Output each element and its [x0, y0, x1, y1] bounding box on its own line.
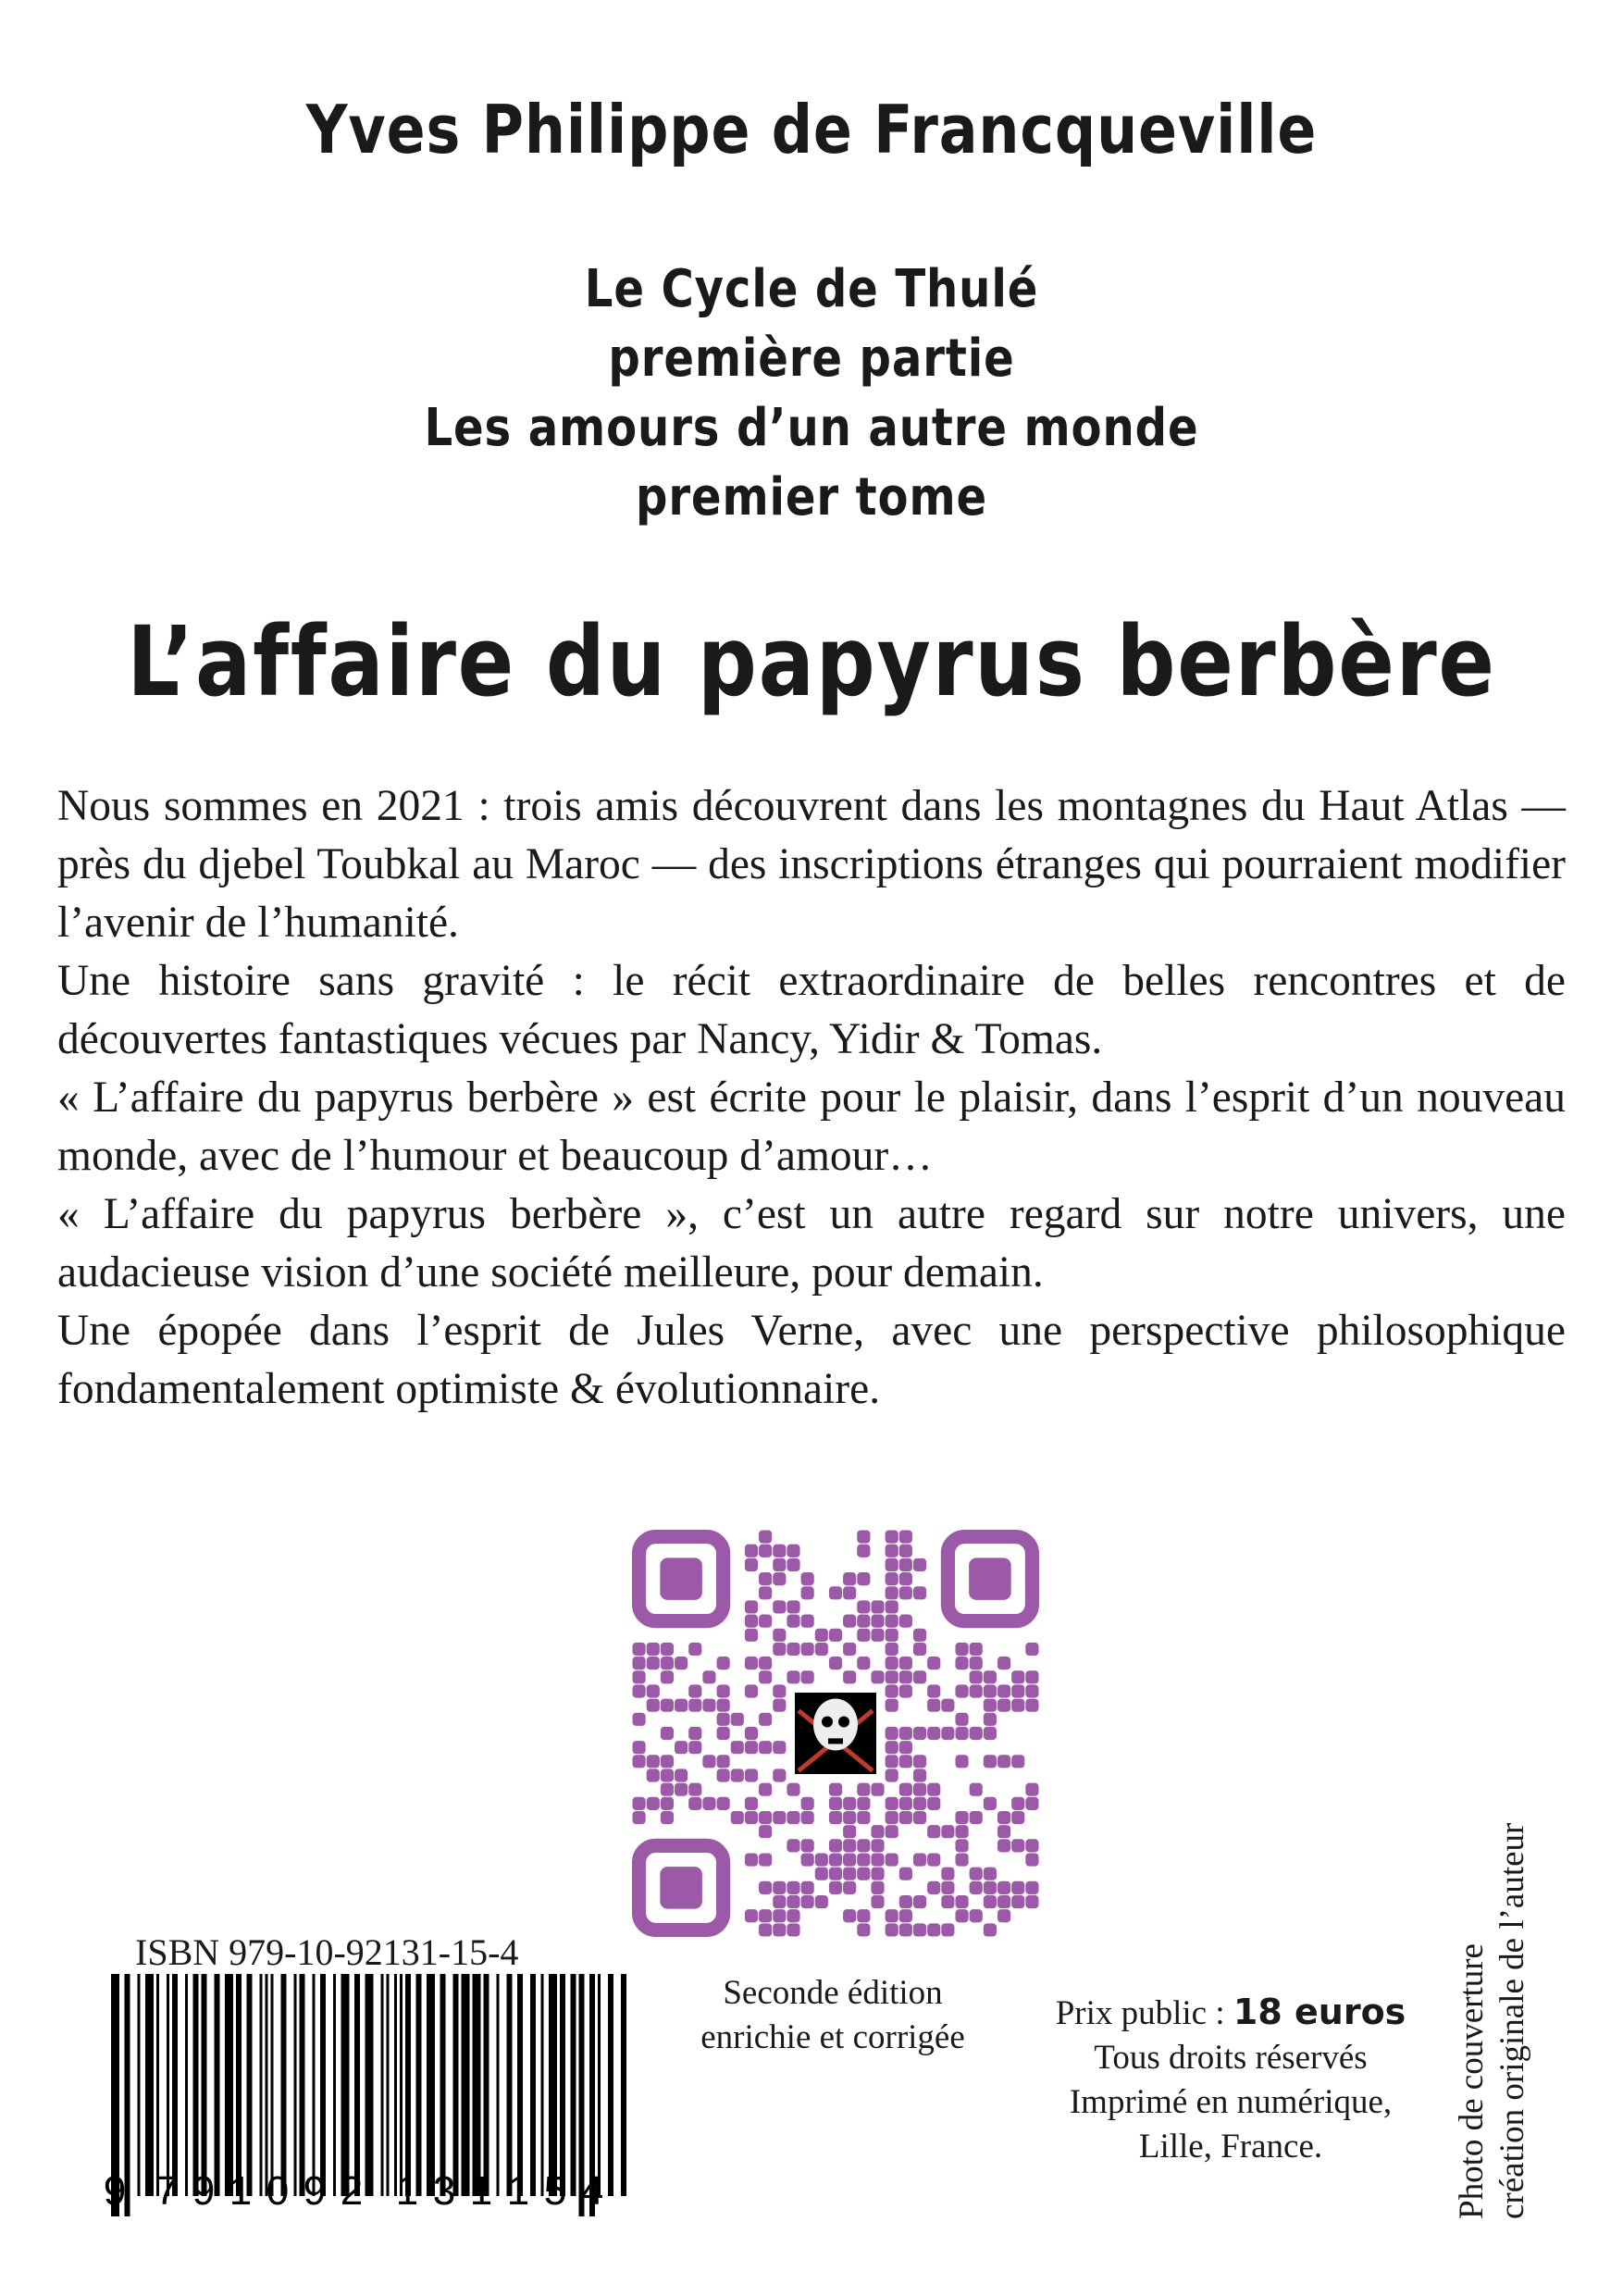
svg-text:1: 1 — [506, 2168, 530, 2214]
barcode-digits — [102, 2147, 634, 2221]
svg-text:1: 1 — [229, 2168, 253, 2214]
rights-line: Tous droits réservés — [1094, 2039, 1368, 2077]
svg-text:2: 2 — [340, 2168, 364, 2214]
svg-text:4: 4 — [580, 2168, 604, 2214]
pricing-info — [1027, 1990, 1434, 2169]
qr-finder-pattern — [639, 1845, 724, 1930]
series-info — [114, 254, 1509, 532]
svg-text:1: 1 — [469, 2168, 493, 2214]
svg-text:3: 3 — [432, 2168, 456, 2214]
location-line: Lille, France. — [1138, 2128, 1323, 2166]
back-cover-blurb — [57, 777, 1566, 1419]
svg-text:7: 7 — [155, 2168, 179, 2214]
qr-finder-pattern — [948, 1537, 1032, 1621]
printing-line: Imprimé en numérique, — [1069, 2083, 1393, 2121]
svg-text:1: 1 — [395, 2168, 419, 2214]
series-subtitle: Les amours d’un autre monde — [424, 398, 1199, 458]
cover-photo-credit — [1452, 1747, 1563, 2219]
author-name: Yves Philippe de Francqueville — [305, 91, 1318, 168]
credit-line: création originale de l’auteur — [1493, 1822, 1531, 2219]
edition-note — [666, 1971, 999, 2060]
price-label: Prix public : — [1055, 1994, 1225, 2032]
svg-text:0: 0 — [266, 2168, 290, 2214]
svg-text:9: 9 — [103, 2168, 127, 2214]
credit-line: Photo de couverture — [1453, 1943, 1491, 2219]
blurb-paragraph: « L’affaire du papyrus berbère », c’est un autre regard sur notre univers, une audacieuse vision d’une société meilleure, pour demain. — [57, 1190, 1566, 1297]
blurb-paragraph: Nous sommes en 2021 : trois amis découvrent dans les montagnes du Haut Atlas — près du djebel Toubkal au Maroc — des inscriptions étranges qui pourraient modifier l’avenir de l’humanité. — [57, 782, 1566, 947]
edition-line: Seconde édition — [723, 1974, 943, 2012]
price-amount: 18 euros — [1233, 1992, 1406, 2032]
svg-text:5: 5 — [543, 2168, 567, 2214]
series-part: première partie — [608, 329, 1015, 389]
blurb-paragraph: Une histoire sans gravité : le récit extraordinaire de belles rencontres et de découvertes fantastiques vécues par Nancy, Yidir & Tomas. — [57, 957, 1566, 1063]
svg-text:9: 9 — [303, 2168, 327, 2214]
book-title: L’affaire du papyrus berbère — [127, 605, 1496, 718]
qr-code[interactable] — [632, 1530, 1039, 1937]
blurb-paragraph: « L’affaire du papyrus berbère » est écrite pour le plaisir, dans l’esprit d’un nouveau monde, avec de l’humour et beaucoup d’amour… — [57, 1074, 1566, 1180]
blurb-paragraph: Une épopée dans l’esprit de Jules Verne, avec une perspective philosophique fondamentalement optimiste & évolutionnaire. — [57, 1307, 1566, 1413]
edition-line: enrichie et corrigée — [700, 2018, 965, 2056]
skull-logo-icon — [795, 1693, 876, 1774]
isbn-number: ISBN 979-10-92131-15-4 — [135, 1931, 519, 1973]
series-title: Le Cycle de Thulé — [584, 259, 1039, 319]
series-volume: premier tome — [635, 467, 988, 527]
price-line — [1027, 1990, 1434, 2036]
svg-text:9: 9 — [192, 2168, 216, 2214]
qr-finder-pattern — [639, 1537, 724, 1621]
